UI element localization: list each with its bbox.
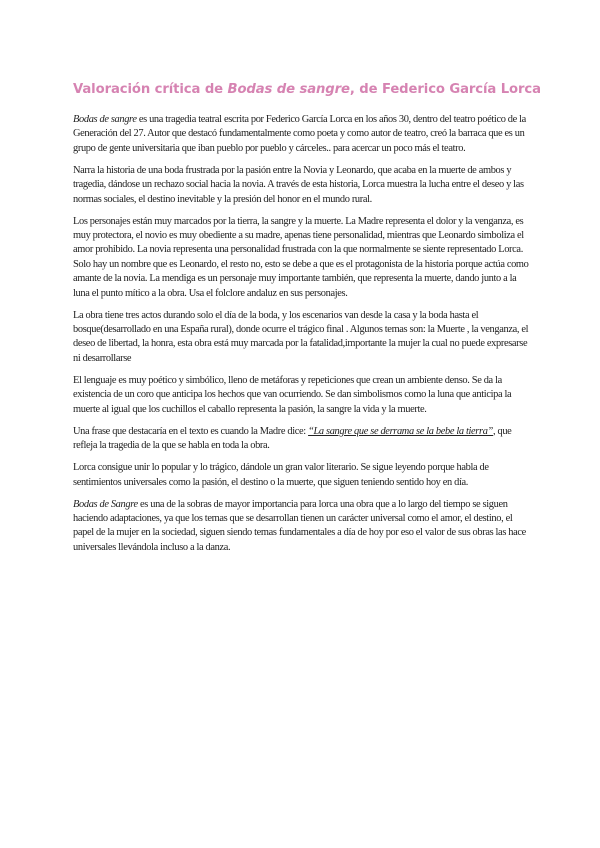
- page-title: [73, 82, 541, 97]
- highlighted-quote: “La sangre que se derrama se la bebe la tierra”: [308, 425, 493, 437]
- paragraph-text: es una de la sobras de mayor importancia para lorca una obra que a lo largo del tiempo se siguen haciendo adaptaciones, ya que los temas que se desarrollan tienen un carácter universal como el amor, el destino, el papel de la mujer en la sociedad, siguen siendo temas fundamentales a día de hoy por eso el valor de sus obras las hace universales llevándola incluso a la danza.: [73, 498, 526, 553]
- paragraph-structure: La obra tiene tres actos durando solo el día de la boda, y los escenarios van desde la casa y la boda hasta el bosque(desarrollado en una España rural), donde ocurre el trágico final . Algunos temas son: la Muerte , la venganza, el deseo de libertad, la honra, esta obra está muy marcada por la fatalidad,importante la mujer la cual no puede expresarse ni desarrollarse: [73, 309, 529, 364]
- work-title-italic: Bodas de Sangre: [73, 498, 138, 510]
- paragraph-text: , que refleja la tragedia de la que se habla en toda la obra.: [73, 425, 512, 452]
- paragraph-text: Una frase que destacaría en el texto es cuando la Madre dice:: [73, 425, 309, 437]
- paragraph-quote: [73, 425, 531, 454]
- paragraph-conclusion: [73, 498, 531, 556]
- paragraph-assessment: Lorca consigue unir lo popular y lo trágico, dándole un gran valor literario. Se sigue leyendo porque habla de sentimientos universales como la pasión, el destino o la muerte, que siguen teniendo sentido hoy en día.: [73, 462, 489, 488]
- title-text-before: Valoración crítica de: [73, 82, 228, 97]
- paragraph-text: es una tragedia teatral escrita por Federico García Lorca en los años 30, dentro del teatro poético de la Generación del 27. Autor que destacó fundamentalmente como poeta y como autor de teatro, creó la barraca que es un grupo de gente universitaria que iban pueblo por pueblo y cárceles.. para acercar un poco más el teatro.: [73, 114, 526, 154]
- paragraph-introduction: [73, 113, 531, 156]
- title-work-name: Bodas de sangre: [227, 82, 350, 97]
- work-title-italic: Bodas de sangre: [73, 114, 137, 125]
- paragraph-plot: Narra la historia de una boda frustrada por la pasión entre la Novia y Leonardo, que acaba en la muerte de ambos y tragedia, dándose un rechazo social hacia la novia. A través de esta historia, Lorca muestra la lucha entre el deseo y las normas sociales, el destino inevitable y la presión del honor en el mundo rural.: [73, 164, 524, 205]
- paragraph-language: El lenguaje es muy poético y simbólico, lleno de metáforas y repeticiones que crean un ambiente denso. Se da la existencia de un coro que anticipa los hechos que van ocurriendo. Se dan simbolismos como la luna que anticipa la muerte al igual que los cuchillos el caballo representa la pasión, la sangre la vida y la muerte.: [73, 374, 512, 415]
- title-text-after: , de Federico García Lorca: [349, 82, 541, 97]
- document-content: [73, 82, 541, 563]
- paragraph-characters: Los personajes están muy marcados por la tierra, la sangre y la muerte. La Madre representa el dolor y la venganza, es muy protectora, el novio es muy obediente a su madre, apenas tiene personalidad, mientras que Leonardo simboliza el amor prohibido. La novia representa una personalidad frustrada con la que normalmente se siente representado Lorca. Solo hay un nombre que es Leonardo, el resto no, esto se debe a que es el protagonista de la historia porque actúa como amante de la novia. La mendiga es un personaje muy importante también, que representa la muerte, dando junto a la luna el punto mítico a la obra. Usa el folclore andaluz en sus personajes.: [73, 215, 529, 299]
